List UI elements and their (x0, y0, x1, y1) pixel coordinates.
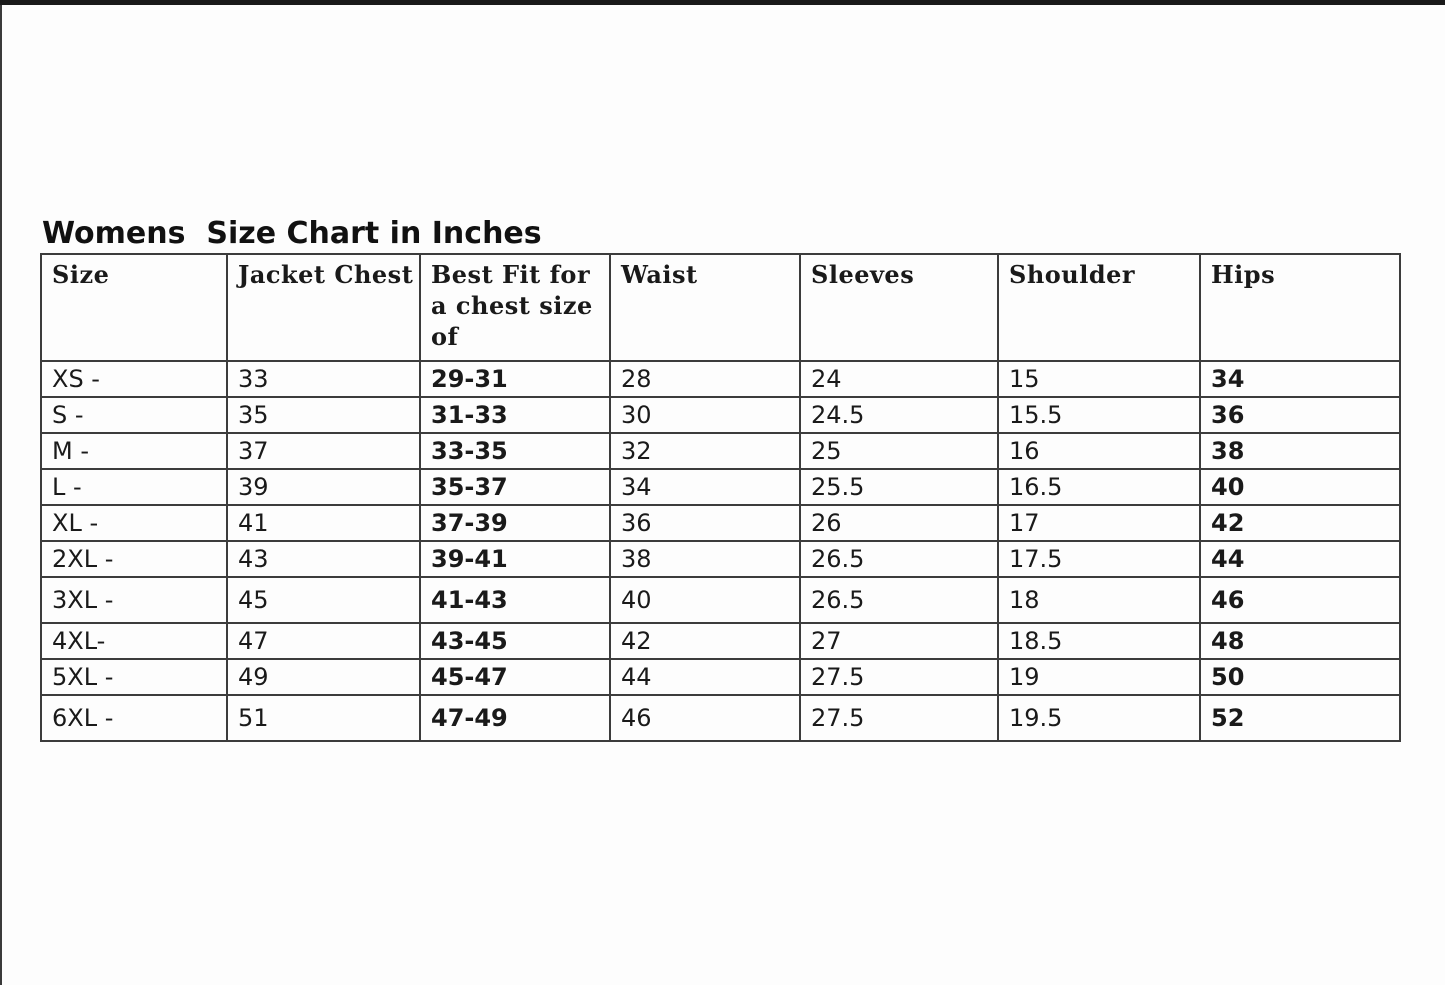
cell-size: S - (41, 397, 227, 433)
cell-sleeves: 25 (800, 433, 998, 469)
table-row (41, 623, 1400, 659)
cell-waist: 34 (610, 469, 800, 505)
table-row (41, 433, 1400, 469)
cell-waist: 30 (610, 397, 800, 433)
cell-jacket-chest: 43 (227, 541, 420, 577)
cell-jacket-chest: 37 (227, 433, 420, 469)
cell-jacket-chest: 49 (227, 659, 420, 695)
cell-size: XS - (41, 361, 227, 397)
cell-hips: 34 (1200, 361, 1400, 397)
cell-sleeves: 27.5 (800, 695, 998, 741)
cell-sleeves: 27.5 (800, 659, 998, 695)
table-row (41, 469, 1400, 505)
cell-best-fit: 45-47 (420, 659, 610, 695)
column-header-waist: Waist (610, 254, 800, 361)
table-row (41, 541, 1400, 577)
cell-jacket-chest: 33 (227, 361, 420, 397)
cell-sleeves: 27 (800, 623, 998, 659)
cell-size: 4XL- (41, 623, 227, 659)
left-border (0, 5, 2, 985)
cell-size: L - (41, 469, 227, 505)
cell-waist: 40 (610, 577, 800, 623)
top-border (0, 0, 1445, 5)
cell-waist: 46 (610, 695, 800, 741)
cell-sleeves: 24.5 (800, 397, 998, 433)
cell-best-fit: 31-33 (420, 397, 610, 433)
cell-size: 2XL - (41, 541, 227, 577)
table-row (41, 397, 1400, 433)
cell-waist: 44 (610, 659, 800, 695)
table-body (41, 361, 1400, 741)
table-row (41, 659, 1400, 695)
cell-jacket-chest: 51 (227, 695, 420, 741)
cell-best-fit: 43-45 (420, 623, 610, 659)
cell-shoulder: 17 (998, 505, 1200, 541)
column-header-best-fit: Best Fit for a chest size of (420, 254, 610, 361)
cell-waist: 28 (610, 361, 800, 397)
cell-jacket-chest: 41 (227, 505, 420, 541)
cell-sleeves: 26 (800, 505, 998, 541)
cell-shoulder: 18.5 (998, 623, 1200, 659)
cell-waist: 36 (610, 505, 800, 541)
cell-hips: 48 (1200, 623, 1400, 659)
cell-jacket-chest: 45 (227, 577, 420, 623)
cell-hips: 50 (1200, 659, 1400, 695)
cell-size: XL - (41, 505, 227, 541)
column-header-size: Size (41, 254, 227, 361)
column-header-shoulder: Shoulder (998, 254, 1200, 361)
cell-size: 6XL - (41, 695, 227, 741)
cell-best-fit: 37-39 (420, 505, 610, 541)
cell-shoulder: 17.5 (998, 541, 1200, 577)
cell-shoulder: 15 (998, 361, 1200, 397)
cell-sleeves: 25.5 (800, 469, 998, 505)
cell-sleeves: 24 (800, 361, 998, 397)
column-header-sleeves: Sleeves (800, 254, 998, 361)
cell-hips: 40 (1200, 469, 1400, 505)
cell-best-fit: 33-35 (420, 433, 610, 469)
cell-shoulder: 19 (998, 659, 1200, 695)
header-row (41, 254, 1400, 361)
cell-shoulder: 15.5 (998, 397, 1200, 433)
table-row (41, 577, 1400, 623)
cell-best-fit: 35-37 (420, 469, 610, 505)
cell-size: 3XL - (41, 577, 227, 623)
cell-hips: 52 (1200, 695, 1400, 741)
cell-sleeves: 26.5 (800, 577, 998, 623)
cell-shoulder: 19.5 (998, 695, 1200, 741)
table-row (41, 361, 1400, 397)
cell-jacket-chest: 39 (227, 469, 420, 505)
table-row (41, 505, 1400, 541)
cell-sleeves: 26.5 (800, 541, 998, 577)
cell-hips: 42 (1200, 505, 1400, 541)
cell-best-fit: 39-41 (420, 541, 610, 577)
cell-shoulder: 18 (998, 577, 1200, 623)
cell-jacket-chest: 35 (227, 397, 420, 433)
cell-shoulder: 16.5 (998, 469, 1200, 505)
cell-jacket-chest: 47 (227, 623, 420, 659)
cell-best-fit: 41-43 (420, 577, 610, 623)
column-header-jacket-chest: Jacket Chest (227, 254, 420, 361)
table-row (41, 695, 1400, 741)
cell-hips: 44 (1200, 541, 1400, 577)
cell-size: 5XL - (41, 659, 227, 695)
chart-title: Womens Size Chart in Inches (42, 216, 542, 251)
cell-shoulder: 16 (998, 433, 1200, 469)
cell-best-fit: 29-31 (420, 361, 610, 397)
cell-hips: 36 (1200, 397, 1400, 433)
cell-hips: 46 (1200, 577, 1400, 623)
cell-best-fit: 47-49 (420, 695, 610, 741)
size-chart-table (40, 253, 1401, 742)
cell-waist: 32 (610, 433, 800, 469)
cell-size: M - (41, 433, 227, 469)
cell-waist: 42 (610, 623, 800, 659)
column-header-hips: Hips (1200, 254, 1400, 361)
cell-hips: 38 (1200, 433, 1400, 469)
cell-waist: 38 (610, 541, 800, 577)
